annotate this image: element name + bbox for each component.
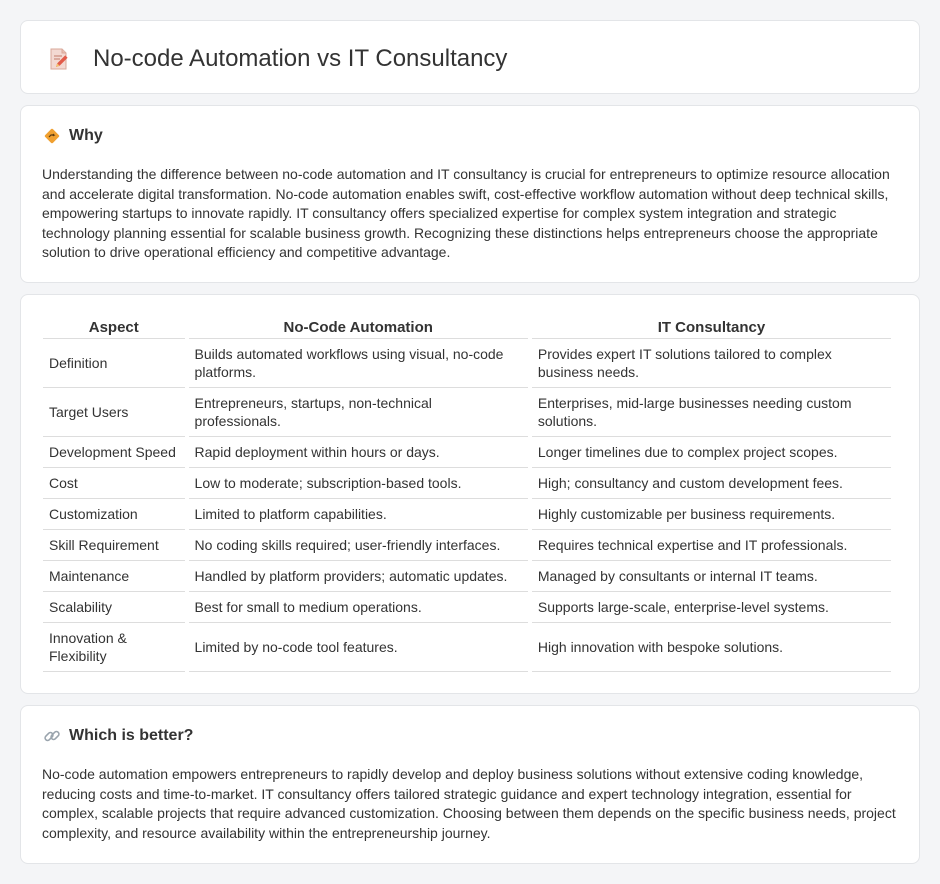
- no-code-cell: Low to moderate; subscription-based tools.: [189, 468, 528, 499]
- no-code-cell: Rapid deployment within hours or days.: [189, 437, 528, 468]
- it-consultancy-cell: High innovation with bespoke solutions.: [532, 623, 891, 672]
- aspect-cell: Definition: [43, 339, 185, 388]
- column-header-it-consultancy: IT Consultancy: [532, 318, 891, 339]
- aspect-cell: Cost: [43, 468, 185, 499]
- column-header-no-code: No-Code Automation: [189, 318, 528, 339]
- aspect-cell: Innovation & Flexibility: [43, 623, 185, 672]
- table-row: [43, 623, 891, 672]
- table-row: [43, 561, 891, 592]
- aspect-cell: Maintenance: [43, 561, 185, 592]
- comparison-table-card: [20, 294, 920, 694]
- why-heading: Why: [69, 127, 103, 144]
- aspect-cell: Scalability: [43, 592, 185, 623]
- it-consultancy-cell: Requires technical expertise and IT professionals.: [532, 530, 891, 561]
- it-consultancy-cell: Provides expert IT solutions tailored to complex business needs.: [532, 339, 891, 388]
- no-code-cell: No coding skills required; user-friendly interfaces.: [189, 530, 528, 561]
- no-code-cell: Handled by platform providers; automatic updates.: [189, 561, 528, 592]
- aspect-cell: Customization: [43, 499, 185, 530]
- it-consultancy-cell: Highly customizable per business requirements.: [532, 499, 891, 530]
- diamond-sign-icon: [43, 127, 61, 145]
- it-consultancy-cell: Supports large-scale, enterprise-level systems.: [532, 592, 891, 623]
- no-code-cell: Entrepreneurs, startups, non-technical professionals.: [189, 388, 528, 437]
- comparison-table: [39, 318, 895, 672]
- no-code-cell: Best for small to medium operations.: [189, 592, 528, 623]
- table-row: [43, 592, 891, 623]
- it-consultancy-cell: Managed by consultants or internal IT teams.: [532, 561, 891, 592]
- aspect-cell: Development Speed: [43, 437, 185, 468]
- table-row: [43, 530, 891, 561]
- which-is-better-text: No-code automation empowers entrepreneurs to rapidly develop and deploy business solutions without extensive coding knowledge, reducing costs and time-to-market. IT consultancy offers tailored strategic guidance and expert technology integration, essential for complex, scalable projects that require advanced customization. Choosing between them depends on the specific business needs, project complexity, and resource availability within the entrepreneurship journey.: [42, 766, 896, 841]
- table-row: [43, 339, 891, 388]
- which-is-better-heading: Which is better?: [69, 727, 194, 744]
- header-card: [20, 20, 920, 94]
- it-consultancy-cell: High; consultancy and custom development fees.: [532, 468, 891, 499]
- page-title: No-code Automation vs IT Consultancy: [93, 45, 508, 72]
- column-header-aspect: Aspect: [43, 318, 185, 339]
- no-code-cell: Limited by no-code tool features.: [189, 623, 528, 672]
- document-pencil-icon: [47, 47, 71, 71]
- aspect-cell: Target Users: [43, 388, 185, 437]
- no-code-cell: Limited to platform capabilities.: [189, 499, 528, 530]
- table-row: [43, 388, 891, 437]
- why-section: [20, 105, 920, 283]
- it-consultancy-cell: Enterprises, mid-large businesses needing custom solutions.: [532, 388, 891, 437]
- which-is-better-section: [20, 705, 920, 864]
- aspect-cell: Skill Requirement: [43, 530, 185, 561]
- table-row: [43, 437, 891, 468]
- link-icon: [43, 727, 61, 745]
- no-code-cell: Builds automated workflows using visual, no-code platforms.: [189, 339, 528, 388]
- table-row: [43, 468, 891, 499]
- table-row: [43, 499, 891, 530]
- it-consultancy-cell: Longer timelines due to complex project scopes.: [532, 437, 891, 468]
- why-text: Understanding the difference between no-code automation and IT consultancy is crucial for entrepreneurs to optimize resource allocation and accelerate digital transformation. No-code automation enables swift, cost-effective workflow automation without deep technical skills, empowering startups to innovate rapidly. IT consultancy offers specialized expertise for complex system integration and strategic technology planning essential for scalable business growth. Recognizing these distinctions helps entrepreneurs choose the appropriate solution to drive operational efficiency and competitive advantage.: [42, 166, 890, 261]
